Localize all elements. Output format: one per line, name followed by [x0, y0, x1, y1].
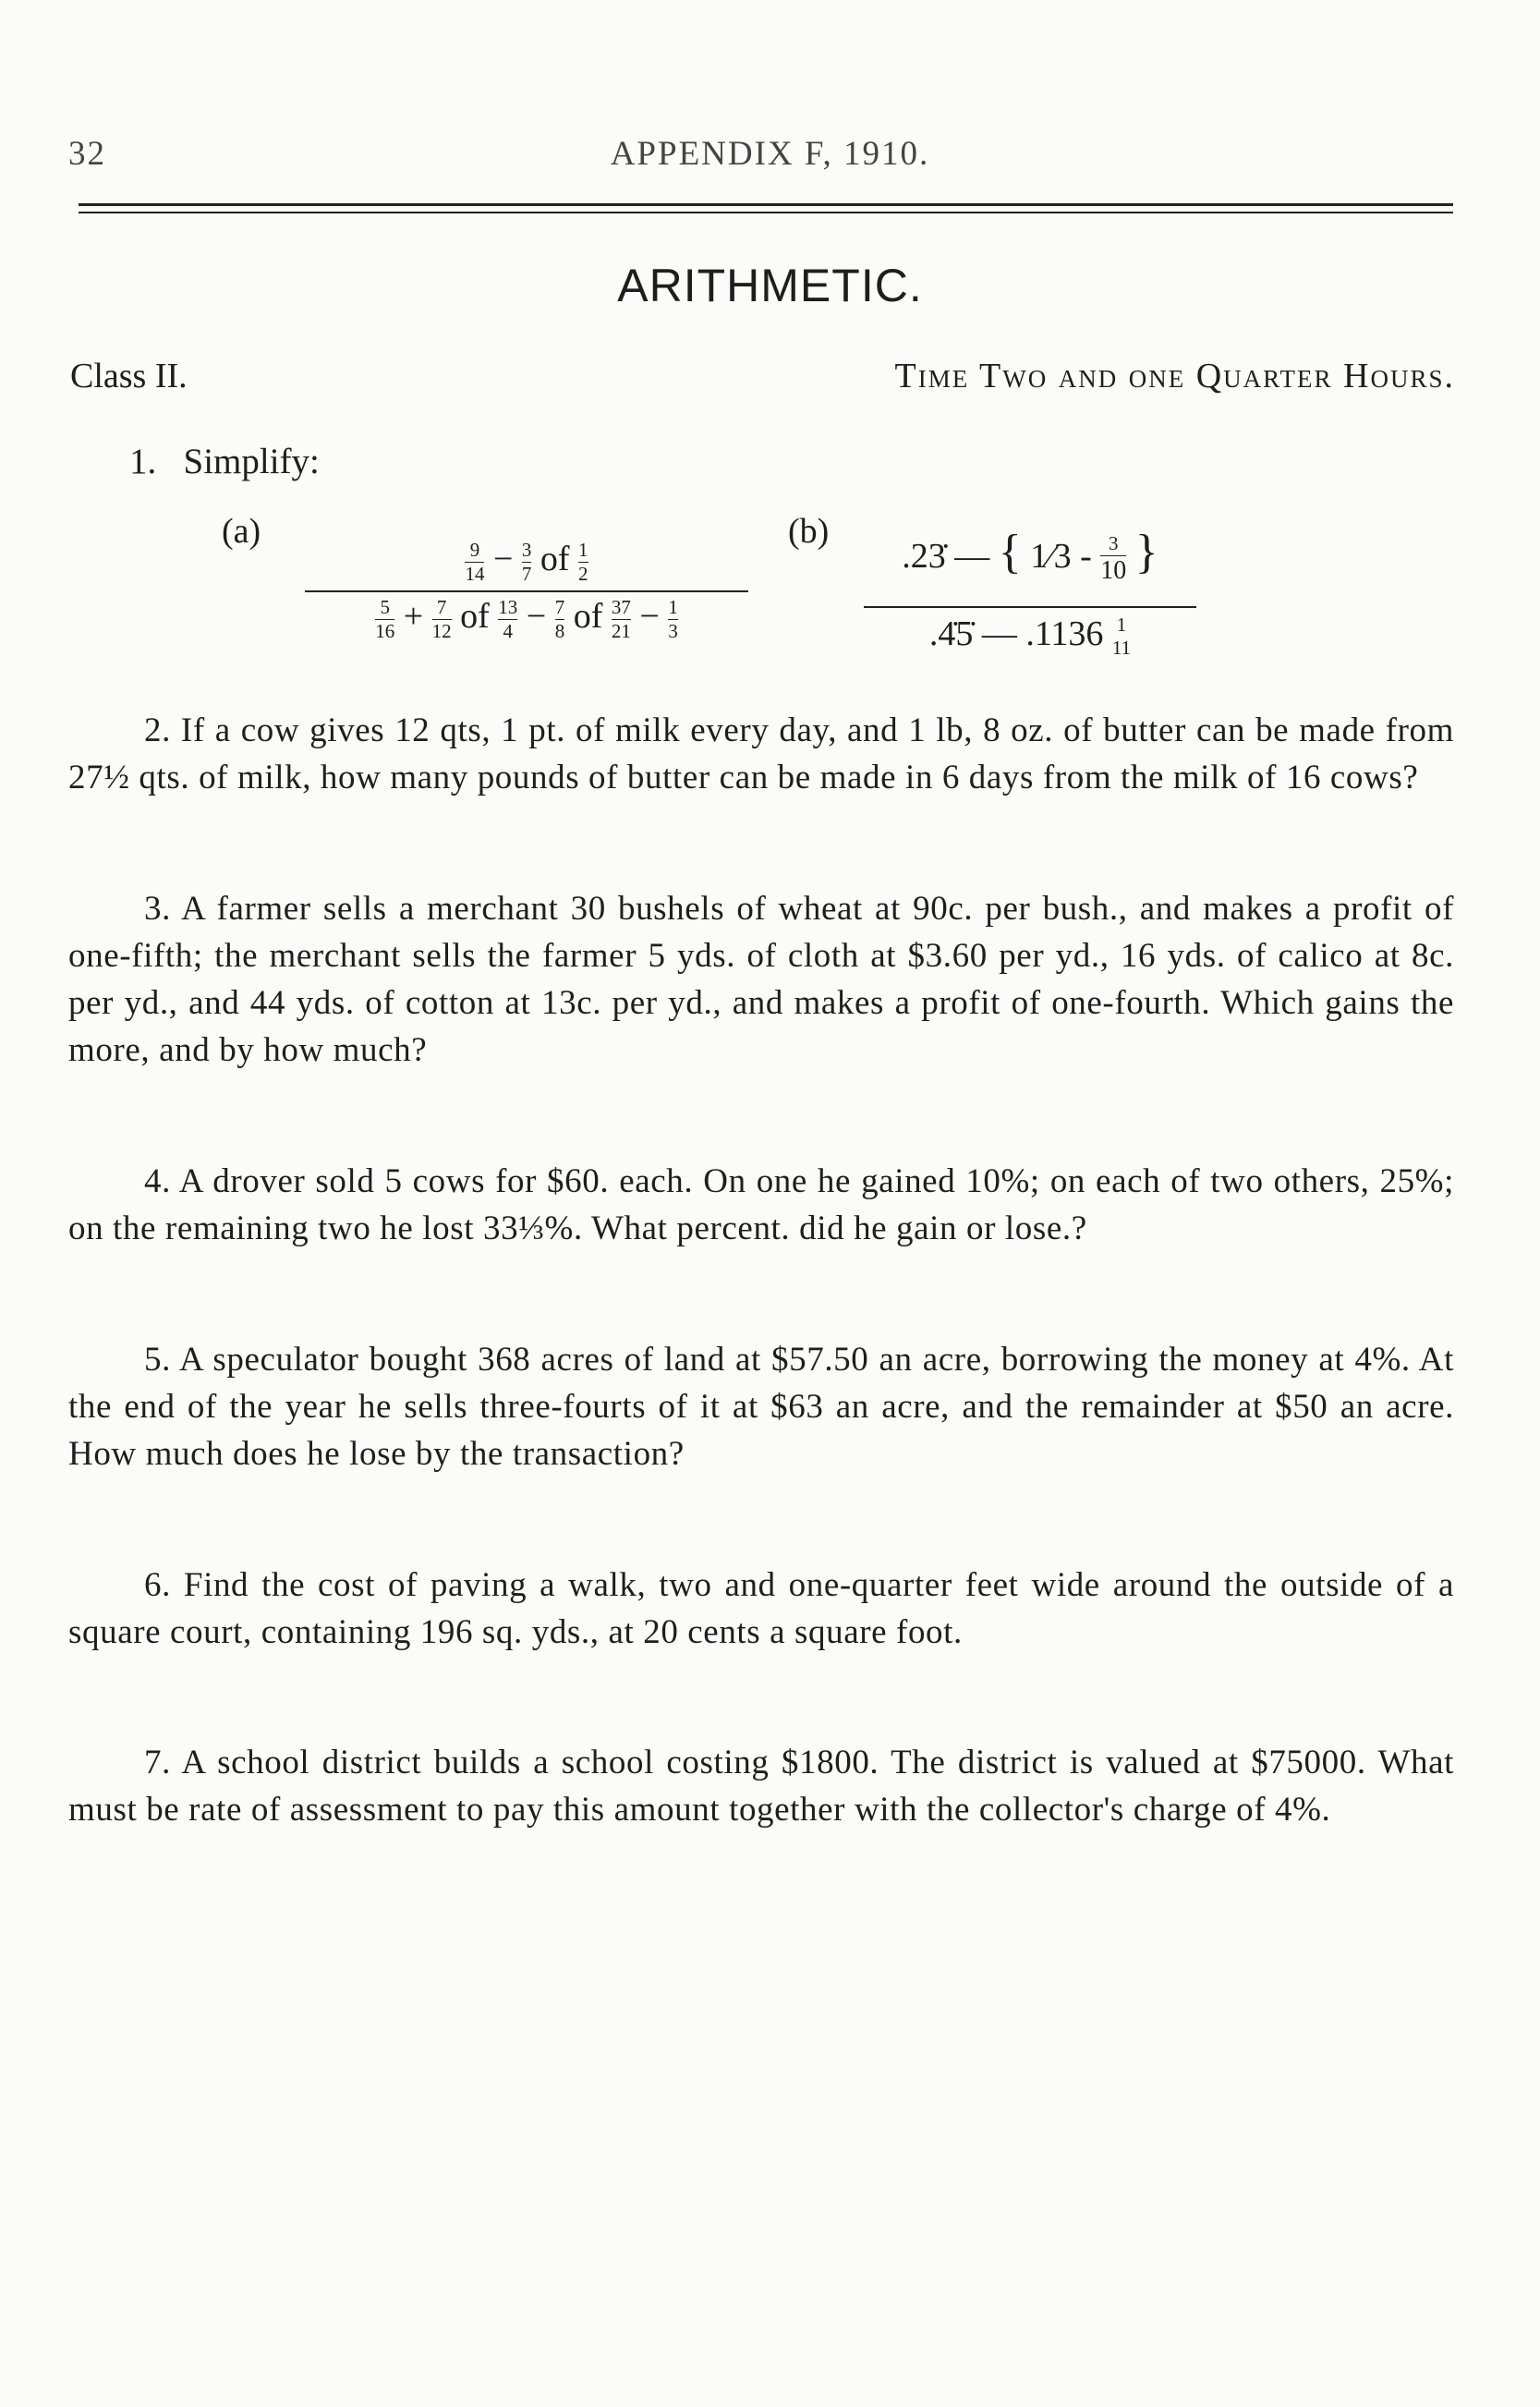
- question-4: 4. A drover sold 5 cows for $60. each. On one he gained 10%; on each of two others, 25%; on the remaining two he lost 33⅓%. What percent. did he gain or lose.?: [68, 1162, 1454, 1247]
- fraction-b-denominator: .4̇5̇ — .1136 1 11: [928, 614, 1132, 660]
- page-title: ARITHMETIC.: [617, 260, 923, 311]
- class-label: Class II.: [70, 357, 188, 395]
- fraction-a-numerator: $\frac{9}{14}$ − $\frac{3}{7}$ of $\frac{1}{2}$: [465, 539, 588, 585]
- header-rule-bottom: [79, 212, 1453, 213]
- fraction-a-denominator: $\frac{5}{16}$ + $\frac{7}{12}$ of $\frac{13}{4}$ − $\frac{7}{8}$ of $\frac{37}{21}$ − $\frac{1}{3}$: [375, 596, 678, 642]
- question-3: 3. A farmer sells a merchant 30 bushels of wheat at 90c. per bush., and makes a profit of one-fifth; the merchant sells the farmer 5 yds. of cloth at $3.60 per yd., 16 yds. of calico at 8c. per yd., and 44 yds. of cotton at 13c. per yd., and makes a profit of one-fourth. Which gains the more, and by how much?: [68, 890, 1454, 1069]
- question-prompt: Simplify:: [183, 442, 320, 481]
- fraction-b: [864, 525, 1196, 660]
- page-number: 32: [68, 135, 106, 173]
- header-rule-top: [79, 203, 1453, 206]
- question-number: 1.: [129, 442, 157, 481]
- question-6: 6. Find the cost of paving a walk, two and one-quarter feet wide around the outside of a square court, containing 196 sq. yds., at 20 cents a square foot.: [68, 1566, 1454, 1651]
- fraction-b-numerator: .23̇ — { 1⁄3 - 3 10 }: [902, 526, 1158, 586]
- fraction-a: [305, 539, 748, 643]
- question-1-heading: [129, 441, 320, 482]
- part-a-label: (a): [222, 512, 261, 551]
- time-label: Time Two and one Quarter Hours.: [894, 357, 1455, 395]
- fraction-b-bar: [864, 606, 1196, 608]
- fraction-a-bar: [305, 590, 748, 592]
- running-head: APPENDIX F, 1910.: [610, 135, 930, 173]
- question-7: 7. A school district builds a school costing $1800. The district is valued at $75000. What must be rate of assessment to pay this amount together with the collector's charge of 4%.: [68, 1744, 1454, 1829]
- question-2: 2. If a cow gives 12 qts, 1 pt. of milk every day, and 1 lb, 8 oz. of butter can be made from 27½ qts. of milk, how many pounds of butter can be made in 6 days from the milk of 16 cows?: [68, 711, 1454, 796]
- part-b-label: (b): [788, 512, 830, 551]
- question-5: 5. A speculator bought 368 acres of land at $57.50 an acre, borrowing the money at 4%. At the end of the year he sells three-fourts of it at $63 an acre, and the remainder at $50 an acre. How much does he lose by the transaction?: [68, 1341, 1454, 1473]
